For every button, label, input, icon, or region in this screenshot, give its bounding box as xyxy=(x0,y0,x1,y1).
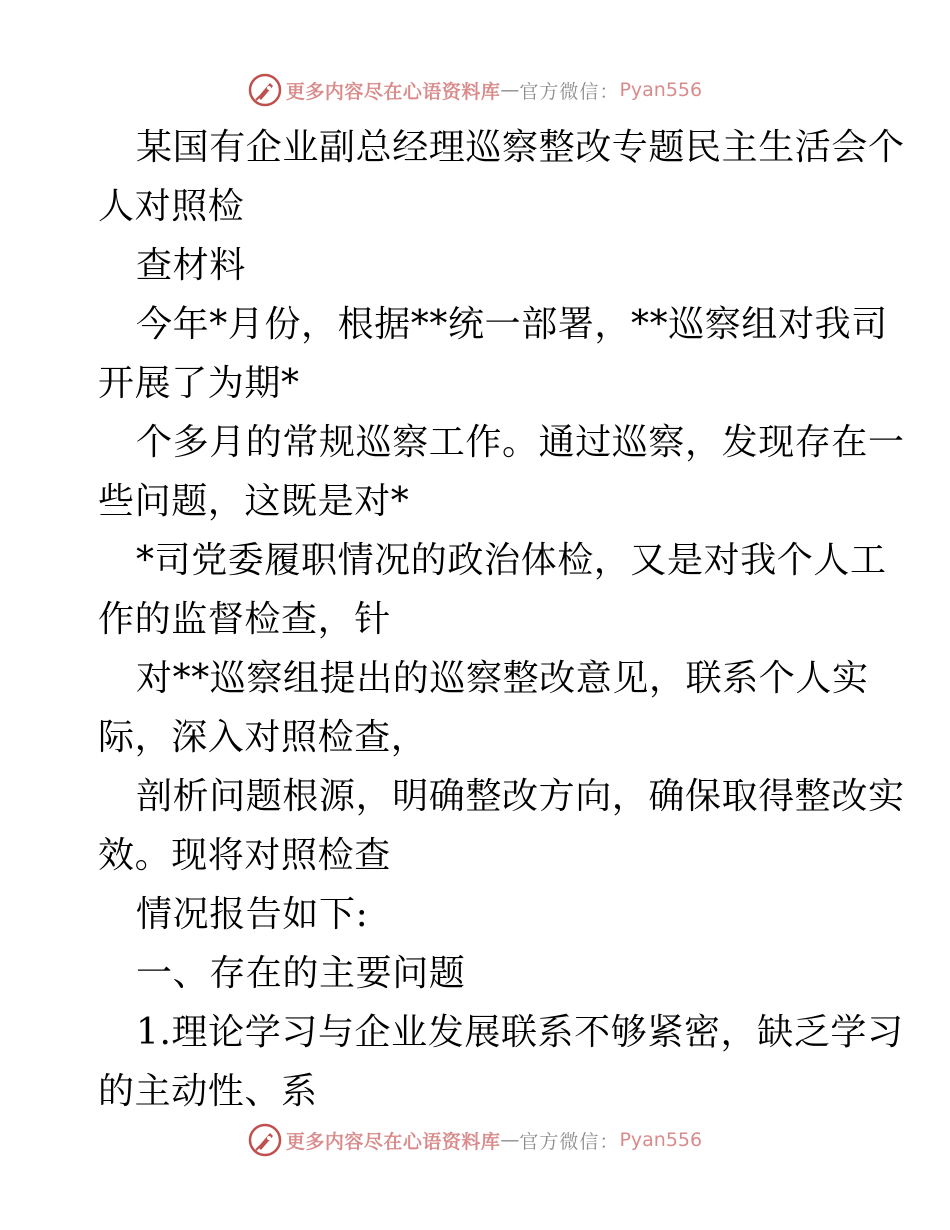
banner-wechat-label: 官方微信： xyxy=(519,1130,620,1153)
banner-wechat-id: Pyan556 xyxy=(619,1129,703,1151)
banner-dash: — xyxy=(500,1129,520,1151)
pen-nib-icon xyxy=(248,1123,282,1157)
banner-wechat-label: 官方微信： xyxy=(519,80,620,103)
document-line: 些问题，这既是对* xyxy=(98,481,410,522)
document-line: 对**巡察组提出的巡察整改意见，联系个人实 xyxy=(136,658,869,699)
document-line: 开展了为期* xyxy=(98,363,300,404)
banner-dash: — xyxy=(500,79,520,101)
document-line: 某国有企业副总经理巡察整改专题民主生活会个 xyxy=(136,127,905,168)
document-line: 作的监督检查，针 xyxy=(98,599,391,640)
document-line: 1.理论学习与企业发展联系不够紧密，缺乏学习 xyxy=(136,1012,904,1053)
document-line: 查材料 xyxy=(136,245,246,286)
document-line: 情况报告如下: xyxy=(136,894,369,935)
document-line: 一、存在的主要问题 xyxy=(136,953,466,994)
banner-wechat-id: Pyan556 xyxy=(619,79,703,101)
document-line: 际，深入对照检查， xyxy=(98,717,428,758)
footer-watermark-banner xyxy=(0,1120,950,1160)
pen-nib-icon xyxy=(248,73,282,107)
document-line: 效。现将对照检查 xyxy=(98,835,391,876)
document-line: 剖析问题根源，明确整改方向，确保取得整改实 xyxy=(136,776,905,817)
document-line: 人对照检 xyxy=(98,186,245,227)
document-line: *司党委履职情况的政治体检，又是对我个人工 xyxy=(136,540,887,581)
document-line: 的主动性、系 xyxy=(98,1071,318,1112)
banner-main-text: 更多内容尽在心语资料库 xyxy=(285,1130,501,1153)
document-line: 今年*月份，根据**统一部署，**巡察组对我司 xyxy=(136,304,888,345)
banner-main-text: 更多内容尽在心语资料库 xyxy=(285,80,501,103)
header-watermark-banner xyxy=(0,70,950,110)
document-line: 个多月的常规巡察工作。通过巡察，发现存在一 xyxy=(136,422,905,463)
document-body xyxy=(98,118,905,1121)
